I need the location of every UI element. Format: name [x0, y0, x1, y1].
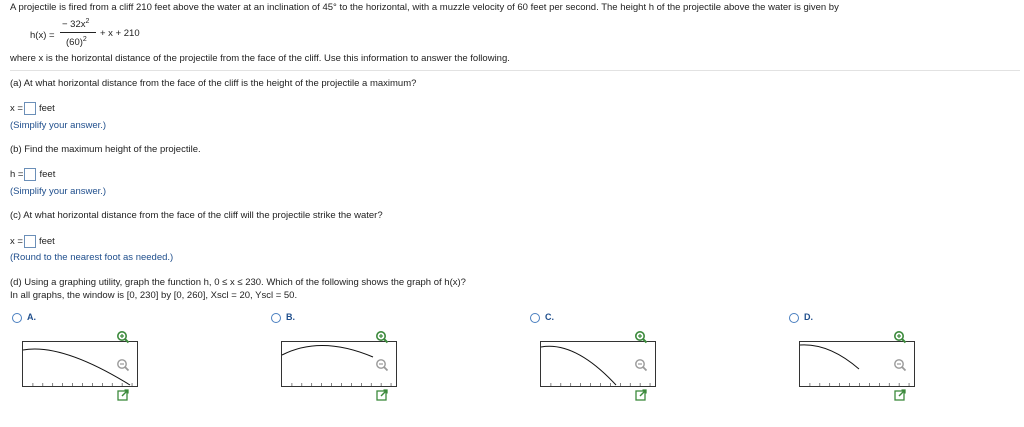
part-b-answer-input[interactable]	[24, 168, 36, 181]
function-lhs: h(x) =	[30, 30, 55, 41]
option-c-popout-icon[interactable]	[634, 388, 648, 402]
part-c-answer-row	[10, 235, 55, 248]
part-b-hint: (Simplify your answer.)	[10, 186, 107, 197]
part-d-question: (d) Using a graphing utility, graph the function h, 0 ≤ x ≤ 230. Which of the following shows the graph of h(x)?	[10, 277, 466, 288]
part-a-answer-input[interactable]	[24, 102, 36, 115]
option-a-popout-icon[interactable]	[116, 388, 130, 402]
part-b-unit: feet	[39, 169, 56, 181]
option-b-zoom-out-icon[interactable]	[375, 358, 389, 372]
option-b-zoom-in-icon[interactable]	[375, 330, 389, 344]
option-c-zoom-out-icon[interactable]	[634, 358, 648, 372]
part-b-lhs: h =	[10, 169, 24, 181]
part-a-lhs: x =	[10, 103, 23, 115]
part-a-hint: (Simplify your answer.)	[10, 120, 107, 131]
part-b-question: (b) Find the maximum height of the projectile.	[10, 144, 201, 155]
part-c-question: (c) At what horizontal distance from the face of the cliff will the projectile strike the water?	[10, 210, 383, 221]
option-d-radio[interactable]	[789, 313, 799, 323]
function-tail: + x + 210	[100, 28, 140, 39]
divider	[10, 70, 1020, 71]
option-b-radio[interactable]	[271, 313, 281, 323]
part-c-answer-input[interactable]	[24, 235, 36, 248]
function-numerator: − $32x^2$	[62, 18, 90, 31]
part-c-unit: feet	[38, 236, 55, 248]
where-text: where x is the horizontal distance of the projectile from the face of the cliff. Use this information to answer the following.	[10, 53, 510, 64]
option-a-label: A.	[27, 312, 36, 322]
part-a-answer-row	[10, 102, 55, 115]
option-c-label: C.	[545, 312, 554, 322]
option-d-zoom-in-icon[interactable]	[893, 330, 907, 344]
option-d-label: D.	[804, 312, 813, 322]
part-b-answer-row	[10, 168, 55, 181]
function-denominator: $(60)^2$	[66, 36, 87, 49]
part-a-unit: feet	[38, 103, 55, 115]
part-c-hint: (Round to the nearest foot as needed.)	[10, 252, 174, 263]
option-b-popout-icon[interactable]	[375, 388, 389, 402]
part-c-lhs: x =	[10, 236, 23, 248]
option-d-zoom-out-icon[interactable]	[893, 358, 907, 372]
option-a-zoom-in-icon[interactable]	[116, 330, 130, 344]
part-a-question: (a) At what horizontal distance from the face of the cliff is the height of the projectile a maximum?	[10, 78, 417, 89]
option-a-zoom-out-icon[interactable]	[116, 358, 130, 372]
option-c-radio[interactable]	[530, 313, 540, 323]
option-d-popout-icon[interactable]	[893, 388, 907, 402]
option-a-radio[interactable]	[12, 313, 22, 323]
fraction-line	[60, 32, 96, 33]
problem-intro: A projectile is fired from a cliff 210 feet above the water at an inclination of 45° to the horizontal, with a muzzle velocity of 60 feet per second. The height h of the projectile above the water is given by	[10, 2, 839, 13]
option-c-zoom-in-icon[interactable]	[634, 330, 648, 344]
part-d-window: In all graphs, the window is [0, 230] by [0, 260], Xscl = 20, Yscl = 50.	[10, 290, 298, 301]
option-b-label: B.	[286, 312, 295, 322]
